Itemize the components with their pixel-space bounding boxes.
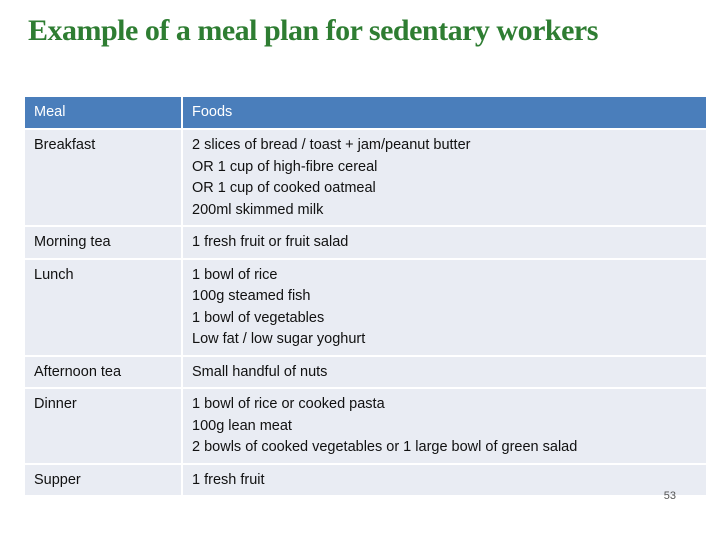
food-item: 1 bowl of vegetables bbox=[192, 309, 325, 326]
meal-cell: Lunch bbox=[25, 260, 183, 357]
table-header-row bbox=[25, 97, 706, 130]
header-foods: Foods bbox=[183, 97, 706, 130]
page-number: 53 bbox=[663, 490, 676, 502]
food-item: 1 bowl of rice bbox=[192, 266, 278, 283]
food-item: 200ml skimmed milk bbox=[192, 201, 324, 218]
food-item: 100g steamed fish bbox=[192, 288, 311, 304]
table-row bbox=[25, 227, 706, 260]
table-row bbox=[25, 130, 706, 227]
foods-cell bbox=[183, 357, 706, 390]
meal-cell: Breakfast bbox=[25, 130, 183, 227]
food-item: OR 1 cup of high-fibre cereal bbox=[192, 158, 378, 175]
meal-cell: Supper bbox=[25, 465, 183, 498]
meal-cell: Morning tea bbox=[25, 227, 183, 260]
table-row bbox=[25, 357, 706, 390]
foods-cell bbox=[183, 389, 706, 465]
food-item: 2 bowls of cooked vegetables or 1 large bowl of green salad bbox=[192, 439, 578, 455]
foods-cell bbox=[183, 130, 706, 227]
food-item: 1 fresh fruit or fruit salad bbox=[192, 234, 349, 250]
table-row bbox=[25, 260, 706, 357]
slide-title: Example of a meal plan for sedentary workers bbox=[28, 14, 598, 47]
foods-cell bbox=[183, 465, 706, 498]
food-item: Low fat / low sugar yoghurt bbox=[192, 331, 366, 347]
food-item: 100g lean meat bbox=[192, 417, 292, 434]
food-item: 2 slices of bread / toast + jam/peanut butter bbox=[192, 137, 471, 153]
food-item: OR 1 cup of cooked oatmeal bbox=[192, 180, 376, 196]
table-row bbox=[25, 465, 706, 498]
meal-cell: Afternoon tea bbox=[25, 357, 183, 390]
header-meal: Meal bbox=[25, 97, 183, 130]
foods-cell bbox=[183, 260, 706, 357]
meal-cell: Dinner bbox=[25, 389, 183, 465]
meal-plan-table bbox=[25, 97, 706, 497]
food-item: 1 fresh fruit bbox=[192, 471, 265, 488]
food-item: 1 bowl of rice or cooked pasta bbox=[192, 396, 385, 412]
food-item: Small handful of nuts bbox=[192, 363, 328, 380]
table-row bbox=[25, 389, 706, 465]
foods-cell bbox=[183, 227, 706, 260]
